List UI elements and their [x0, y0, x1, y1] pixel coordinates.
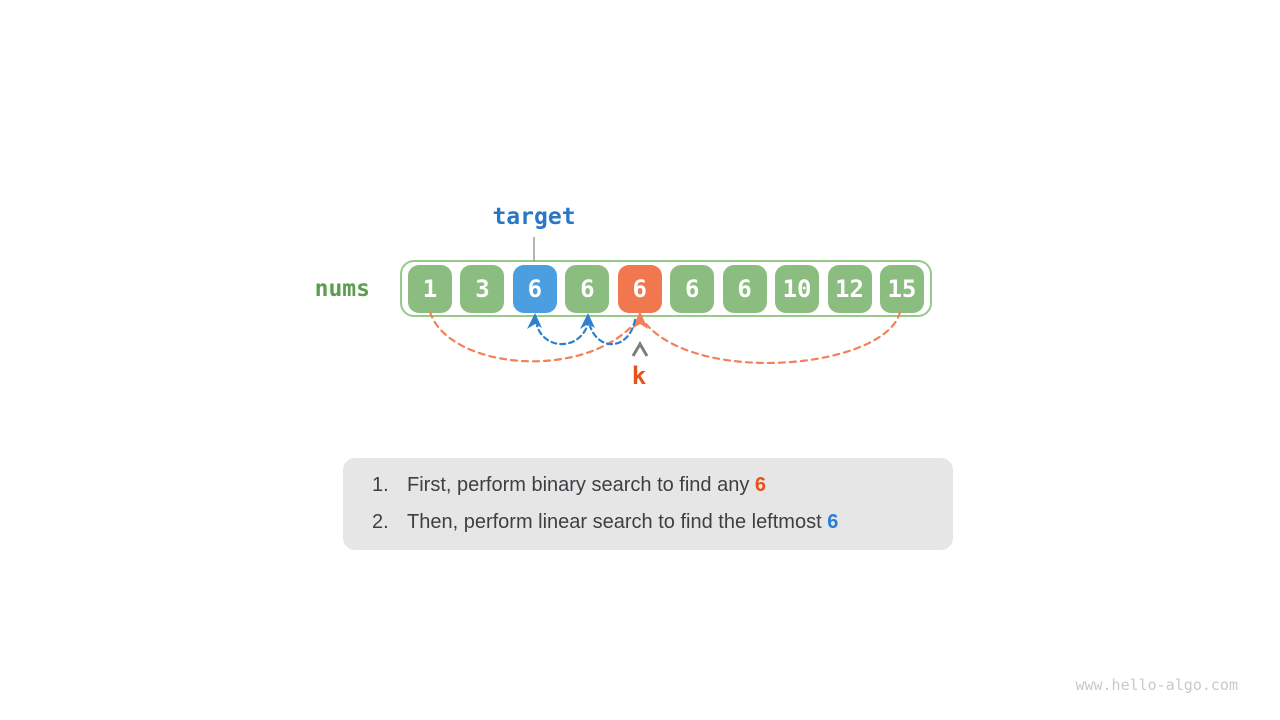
- steps-box: [343, 458, 953, 550]
- step-text: Then, perform linear search to find the leftmost: [407, 511, 828, 533]
- target-label: target: [492, 204, 576, 230]
- watermark: www.hello-algo.com: [1075, 676, 1238, 694]
- array-cell: 15: [880, 265, 924, 313]
- step-highlight-value: 6: [754, 474, 767, 496]
- k-pointer-arrow-icon: [633, 344, 647, 356]
- nums-label: nums: [314, 276, 370, 302]
- k-pointer-label: k: [631, 362, 647, 390]
- step-highlight-value: 6: [827, 511, 839, 533]
- step-item: [343, 504, 953, 541]
- linear-search-arc-2: [537, 320, 589, 344]
- step-number: 1.: [372, 474, 389, 496]
- nums-array: [400, 260, 932, 317]
- array-cell: 1: [408, 265, 452, 313]
- array-cell: 6: [723, 265, 767, 313]
- array-cell: 6: [565, 265, 609, 313]
- array-cell: 6: [670, 265, 714, 313]
- binary-search-arc-left: [430, 312, 634, 361]
- linear-search-arc-1: [590, 320, 635, 344]
- array-cell: 10: [775, 265, 819, 313]
- step-number: 2.: [372, 511, 389, 533]
- step-text: First, perform binary search to find any: [407, 474, 755, 496]
- array-cell: 6: [618, 265, 662, 313]
- array-cell: 6: [513, 265, 557, 313]
- step-item: [343, 467, 953, 504]
- binary-search-arc-right: [646, 312, 900, 363]
- array-cell: 12: [828, 265, 872, 313]
- array-cell: 3: [460, 265, 504, 313]
